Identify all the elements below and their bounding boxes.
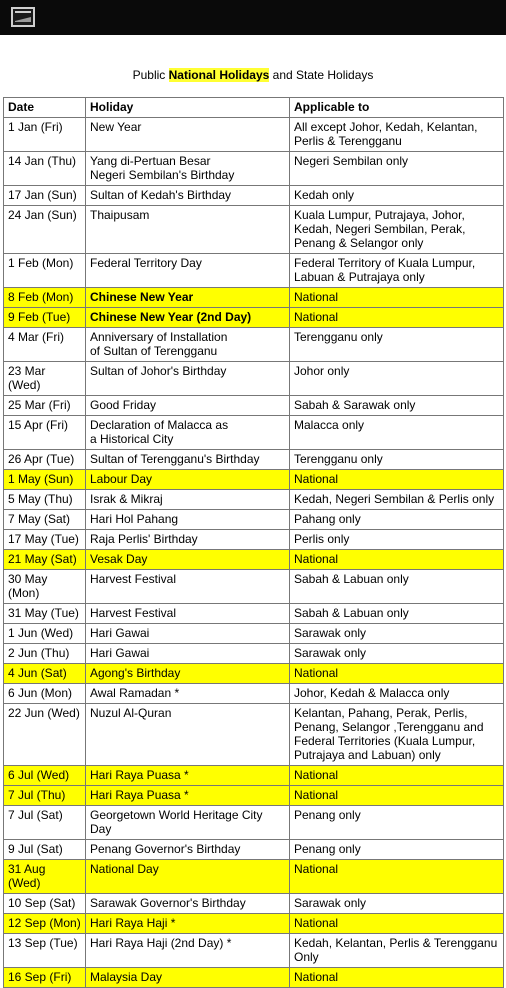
cell-applicable-to: Sarawak only: [290, 894, 504, 914]
cell-holiday: Israk & Mikraj: [86, 490, 290, 510]
cell-date: 21 May (Sat): [4, 550, 86, 570]
title-prefix: Public: [132, 68, 169, 82]
cell-holiday: Good Friday: [86, 396, 290, 416]
cell-holiday: Hari Raya Haji (2nd Day) *: [86, 934, 290, 968]
cell-applicable-to: Kedah, Kelantan, Perlis & Terengganu Only: [290, 934, 504, 968]
cell-holiday: Hari Raya Puasa *: [86, 766, 290, 786]
cell-date: 9 Jul (Sat): [4, 840, 86, 860]
cell-date: 1 Jan (Fri): [4, 118, 86, 152]
cell-holiday: Malaysia Day: [86, 968, 290, 988]
title-suffix: and State Holidays: [269, 68, 374, 82]
page-title: [0, 68, 506, 83]
table-row: [4, 840, 504, 860]
cell-date: 5 May (Thu): [4, 490, 86, 510]
cell-date: 14 Jan (Thu): [4, 152, 86, 186]
cell-holiday: Georgetown World Heritage City Day: [86, 806, 290, 840]
cell-date: 7 May (Sat): [4, 510, 86, 530]
title-highlight: National Holidays: [168, 68, 270, 82]
cell-holiday: Sultan of Terengganu's Birthday: [86, 450, 290, 470]
table-row: [4, 530, 504, 550]
cell-holiday: Sultan of Kedah's Birthday: [86, 186, 290, 206]
cell-applicable-to: Kelantan, Pahang, Perak, Perlis, Penang, Selangor ,Terengganu and Federal Territories (Kuala Lumpur, Putrajaya and Labuan) only: [290, 704, 504, 766]
cell-applicable-to: Sabah & Labuan only: [290, 570, 504, 604]
cell-holiday: Anniversary of Installation of Sultan of Terengganu: [86, 328, 290, 362]
window-icon[interactable]: [11, 7, 35, 27]
cell-holiday: New Year: [86, 118, 290, 152]
cell-applicable-to: National: [290, 288, 504, 308]
table-row: [4, 118, 504, 152]
cell-date: 25 Mar (Fri): [4, 396, 86, 416]
cell-date: 13 Sep (Tue): [4, 934, 86, 968]
cell-holiday: Labour Day: [86, 470, 290, 490]
cell-applicable-to: Penang only: [290, 806, 504, 840]
cell-date: 6 Jun (Mon): [4, 684, 86, 704]
table-row: [4, 806, 504, 840]
table-row: [4, 396, 504, 416]
cell-applicable-to: Penang only: [290, 840, 504, 860]
cell-date: 9 Feb (Tue): [4, 308, 86, 328]
cell-applicable-to: Pahang only: [290, 510, 504, 530]
table-row: [4, 186, 504, 206]
cell-date: 22 Jun (Wed): [4, 704, 86, 766]
cell-holiday: Hari Gawai: [86, 624, 290, 644]
cell-applicable-to: Terengganu only: [290, 328, 504, 362]
cell-applicable-to: Johor only: [290, 362, 504, 396]
table-row: [4, 206, 504, 254]
cell-holiday: National Day: [86, 860, 290, 894]
cell-applicable-to: Kuala Lumpur, Putrajaya, Johor, Kedah, Negeri Sembilan, Perak, Penang & Selangor only: [290, 206, 504, 254]
cell-applicable-to: National: [290, 860, 504, 894]
cell-holiday: Sarawak Governor's Birthday: [86, 894, 290, 914]
cell-date: 1 Feb (Mon): [4, 254, 86, 288]
table-row: [4, 644, 504, 664]
cell-applicable-to: Johor, Kedah & Malacca only: [290, 684, 504, 704]
holiday-table: [3, 97, 504, 988]
cell-holiday: Harvest Festival: [86, 570, 290, 604]
cell-holiday: Raja Perlis' Birthday: [86, 530, 290, 550]
cell-holiday: Hari Raya Haji *: [86, 914, 290, 934]
table-row: [4, 550, 504, 570]
cell-date: 7 Jul (Thu): [4, 786, 86, 806]
cell-date: 2 Jun (Thu): [4, 644, 86, 664]
cell-holiday: Penang Governor's Birthday: [86, 840, 290, 860]
cell-holiday: Thaipusam: [86, 206, 290, 254]
cell-date: 24 Jan (Sun): [4, 206, 86, 254]
table-row: [4, 308, 504, 328]
table-row: [4, 766, 504, 786]
cell-date: 6 Jul (Wed): [4, 766, 86, 786]
cell-date: 30 May (Mon): [4, 570, 86, 604]
table-row: [4, 664, 504, 684]
cell-applicable-to: Negeri Sembilan only: [290, 152, 504, 186]
cell-date: 17 May (Tue): [4, 530, 86, 550]
cell-date: 8 Feb (Mon): [4, 288, 86, 308]
cell-date: 1 Jun (Wed): [4, 624, 86, 644]
cell-applicable-to: National: [290, 786, 504, 806]
cell-applicable-to: National: [290, 550, 504, 570]
cell-applicable-to: Sabah & Sarawak only: [290, 396, 504, 416]
cell-applicable-to: National: [290, 914, 504, 934]
table-row: [4, 362, 504, 396]
cell-applicable-to: National: [290, 470, 504, 490]
cell-date: 4 Mar (Fri): [4, 328, 86, 362]
cell-applicable-to: National: [290, 766, 504, 786]
cell-date: 12 Sep (Mon): [4, 914, 86, 934]
cell-date: 31 May (Tue): [4, 604, 86, 624]
cell-date: 17 Jan (Sun): [4, 186, 86, 206]
cell-date: 16 Sep (Fri): [4, 968, 86, 988]
table-row: [4, 288, 504, 308]
cell-applicable-to: Sabah & Labuan only: [290, 604, 504, 624]
table-row: [4, 570, 504, 604]
cell-holiday: Federal Territory Day: [86, 254, 290, 288]
table-row: [4, 152, 504, 186]
cell-holiday: Awal Ramadan *: [86, 684, 290, 704]
table-row: [4, 254, 504, 288]
table-row: [4, 914, 504, 934]
cell-holiday: Vesak Day: [86, 550, 290, 570]
cell-applicable-to: Kedah, Negeri Sembilan & Perlis only: [290, 490, 504, 510]
cell-date: 23 Mar (Wed): [4, 362, 86, 396]
table-row: [4, 510, 504, 530]
cell-applicable-to: All except Johor, Kedah, Kelantan, Perlis & Terengganu: [290, 118, 504, 152]
cell-holiday: Yang di-Pertuan Besar Negeri Sembilan's Birthday: [86, 152, 290, 186]
cell-date: 15 Apr (Fri): [4, 416, 86, 450]
cell-holiday: Nuzul Al-Quran: [86, 704, 290, 766]
cell-holiday: Hari Raya Puasa *: [86, 786, 290, 806]
cell-applicable-to: National: [290, 308, 504, 328]
cell-applicable-to: Malacca only: [290, 416, 504, 450]
cell-date: 10 Sep (Sat): [4, 894, 86, 914]
table-row: [4, 624, 504, 644]
app-header-bar: [0, 0, 506, 35]
column-header-applicable: Applicable to: [290, 98, 504, 118]
table-row: [4, 490, 504, 510]
cell-holiday: Chinese New Year: [86, 288, 290, 308]
cell-applicable-to: Federal Territory of Kuala Lumpur, Labuan & Putrajaya only: [290, 254, 504, 288]
cell-applicable-to: National: [290, 968, 504, 988]
cell-holiday: Hari Gawai: [86, 644, 290, 664]
cell-holiday: Chinese New Year (2nd Day): [86, 308, 290, 328]
table-row: [4, 860, 504, 894]
table-row: [4, 416, 504, 450]
cell-holiday: Hari Hol Pahang: [86, 510, 290, 530]
column-header-date: Date: [4, 98, 86, 118]
table-row: [4, 684, 504, 704]
table-row: [4, 470, 504, 490]
cell-date: 4 Jun (Sat): [4, 664, 86, 684]
cell-holiday: Sultan of Johor's Birthday: [86, 362, 290, 396]
table-row: [4, 894, 504, 914]
cell-date: 7 Jul (Sat): [4, 806, 86, 840]
cell-holiday: Harvest Festival: [86, 604, 290, 624]
cell-applicable-to: Sarawak only: [290, 644, 504, 664]
column-header-holiday: Holiday: [86, 98, 290, 118]
cell-holiday: Declaration of Malacca as a Historical City: [86, 416, 290, 450]
table-row: [4, 450, 504, 470]
cell-holiday: Agong's Birthday: [86, 664, 290, 684]
table-row: [4, 704, 504, 766]
cell-applicable-to: Terengganu only: [290, 450, 504, 470]
cell-applicable-to: National: [290, 664, 504, 684]
table-header-row: [4, 98, 504, 118]
table-row: [4, 934, 504, 968]
cell-applicable-to: Sarawak only: [290, 624, 504, 644]
table-row: [4, 604, 504, 624]
cell-date: 31 Aug (Wed): [4, 860, 86, 894]
cell-date: 26 Apr (Tue): [4, 450, 86, 470]
table-row: [4, 786, 504, 806]
table-row: [4, 968, 504, 988]
cell-applicable-to: Perlis only: [290, 530, 504, 550]
table-row: [4, 328, 504, 362]
cell-date: 1 May (Sun): [4, 470, 86, 490]
cell-applicable-to: Kedah only: [290, 186, 504, 206]
